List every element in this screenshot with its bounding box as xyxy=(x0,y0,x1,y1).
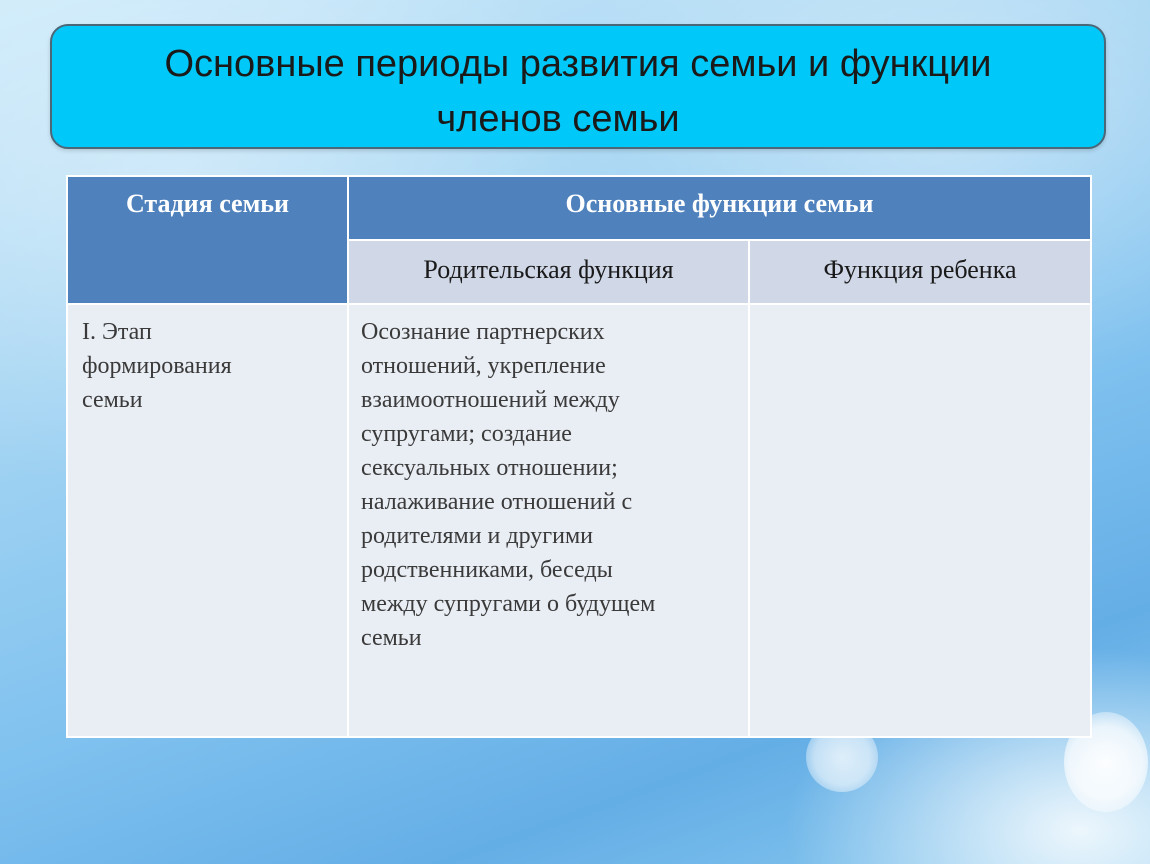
header-stage: Стадия семьи xyxy=(68,177,347,303)
page-title-line-2: членов семьи xyxy=(436,98,680,140)
title-banner xyxy=(50,24,1106,149)
header-parental-function: Родительская функция xyxy=(349,241,748,303)
header-child-function: Функция ребенка xyxy=(750,241,1090,303)
table-cell-stage: I. Этап формирования семьи xyxy=(68,305,347,736)
page-title-line-1: Основные периоды развития семьи и функции xyxy=(164,43,992,85)
header-main-functions: Основные функции семьи xyxy=(349,177,1090,239)
family-functions-table xyxy=(66,175,1092,738)
table-cell-child-function xyxy=(750,305,1090,736)
table-cell-parental-function: Осознание партнерских отношений, укрепление взаимоотношений между супругами; создание сексуальных отношении; налаживание отношений с родителями и другими родственниками, беседы между супругами о будущем семьи xyxy=(349,305,748,736)
